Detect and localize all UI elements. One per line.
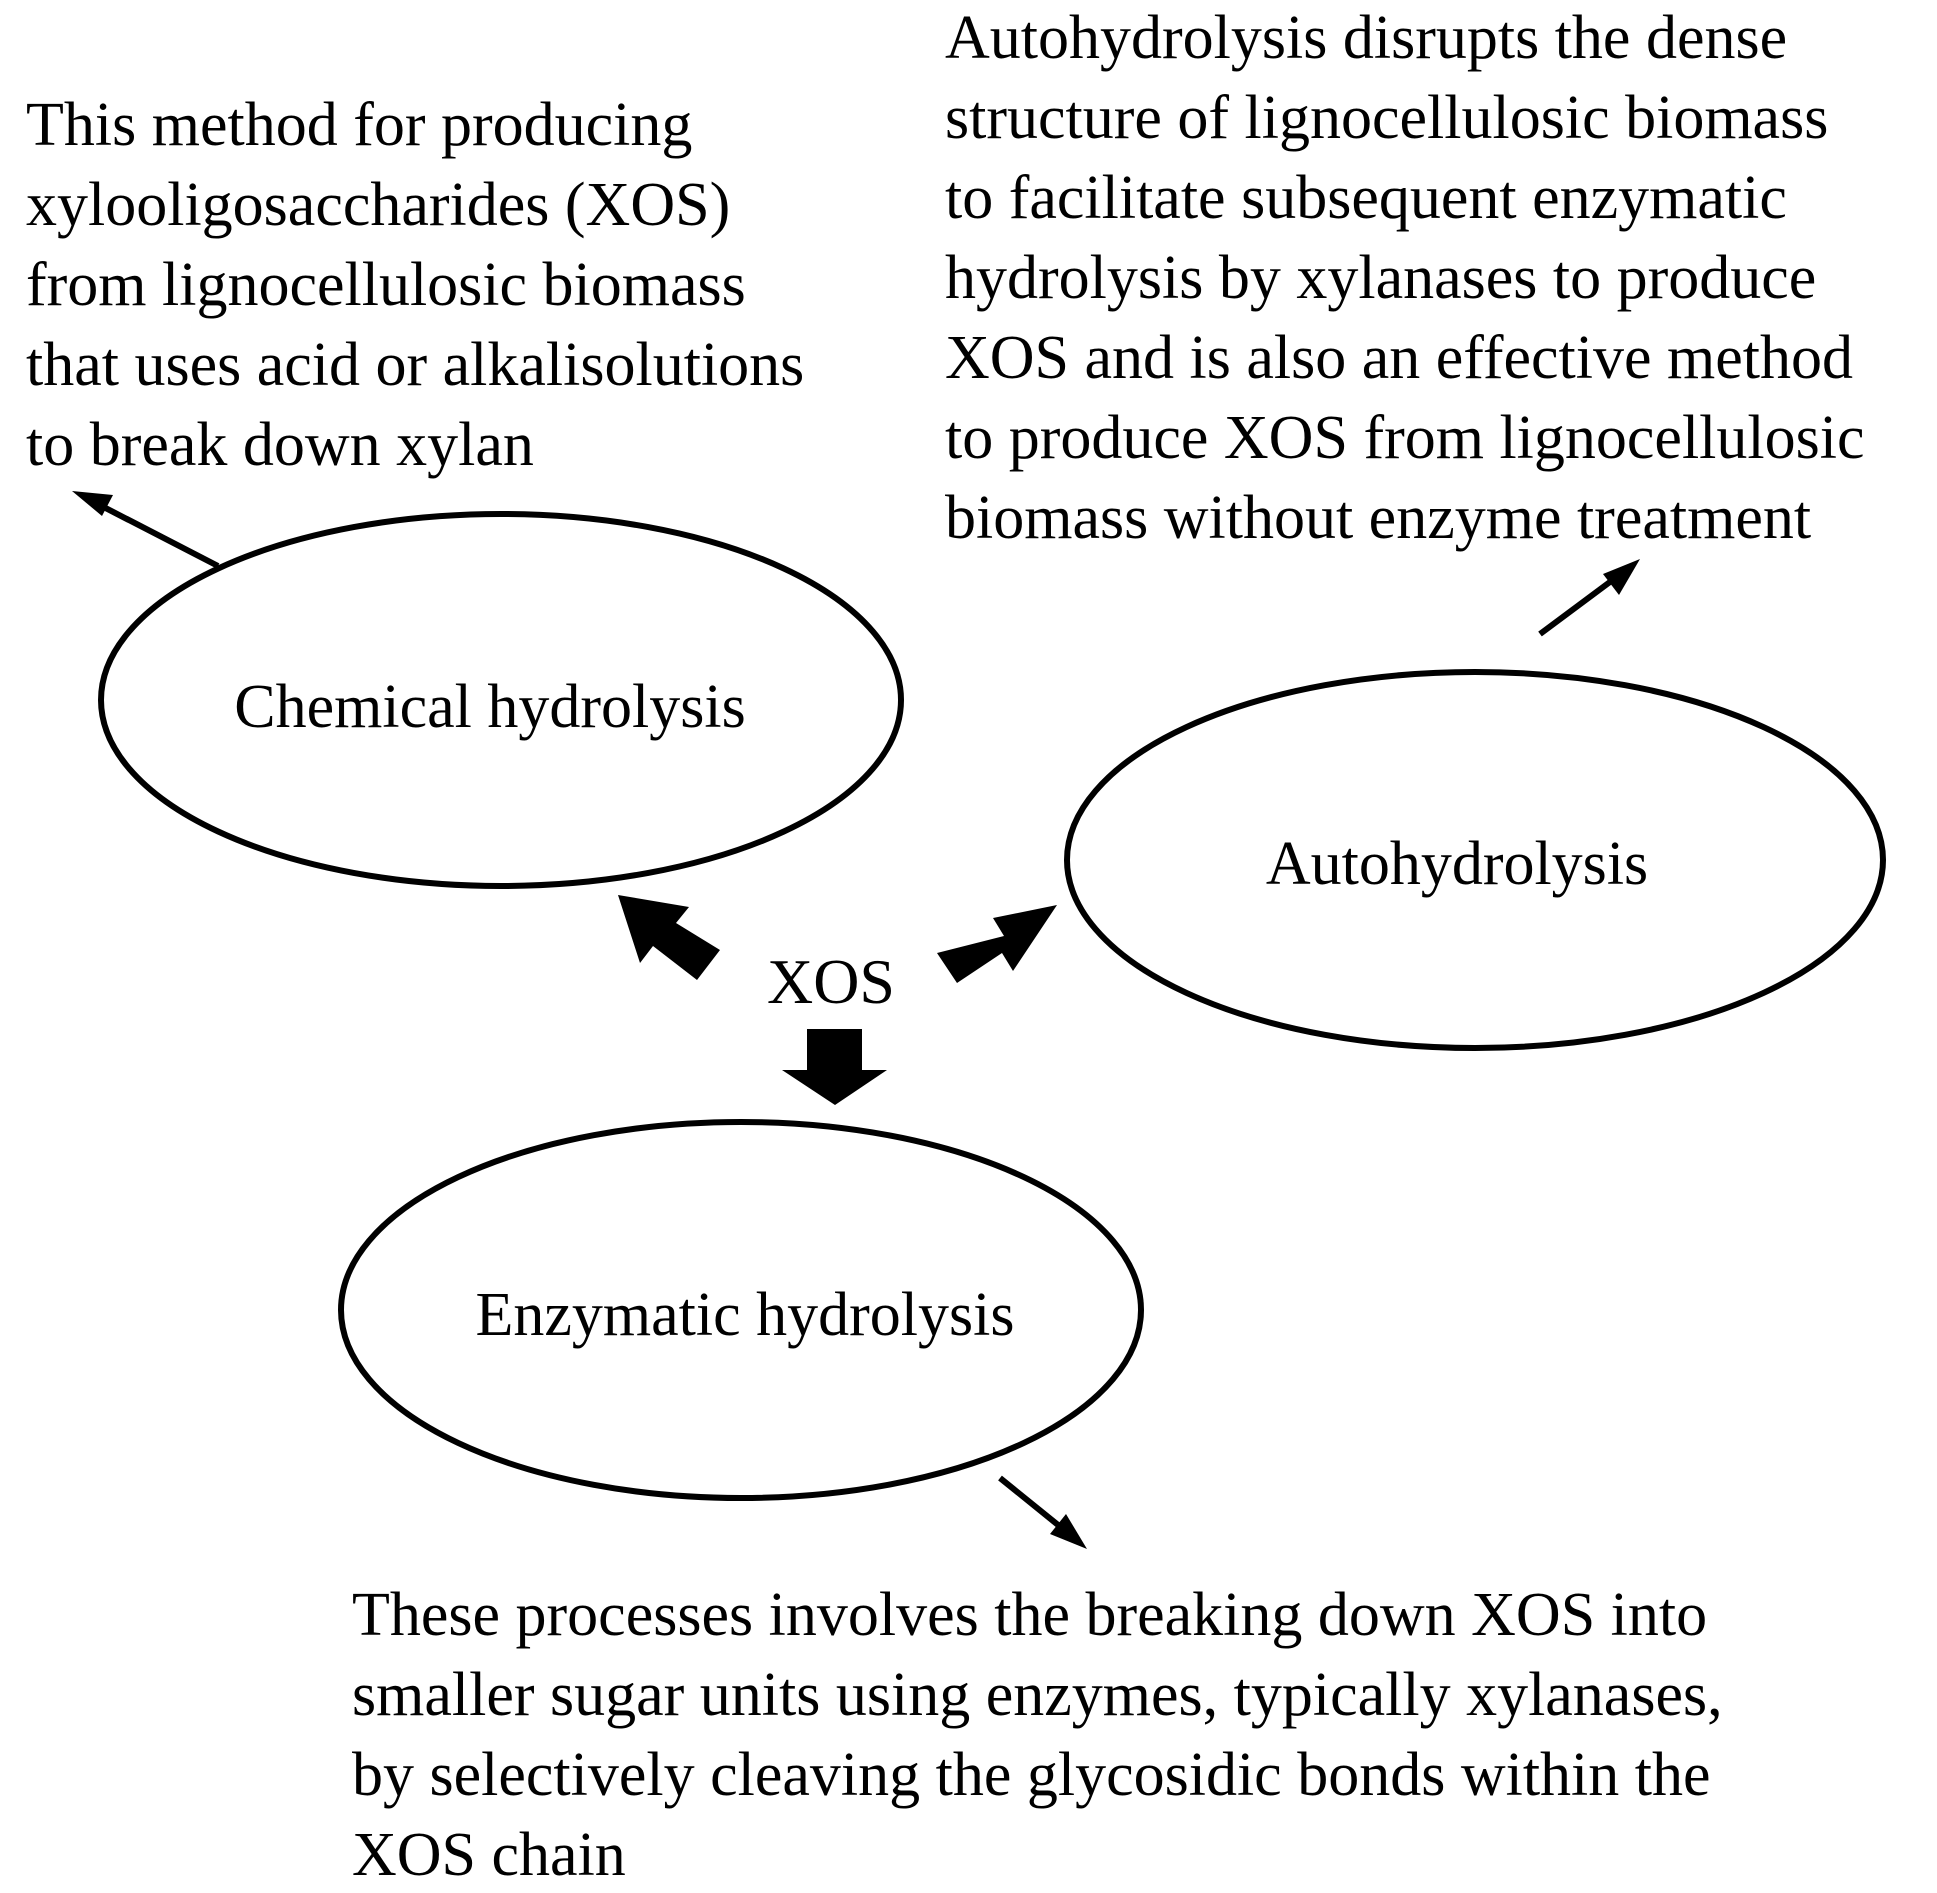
arrow-to-enzymatic-description-icon [1000,1478,1087,1549]
auto-desc-line-5: XOS and is also an effective method [945,324,1853,392]
chemical-desc-line-4: that uses acid or alkalisolutions [26,331,805,399]
arrow-to-chemical-icon [618,895,720,980]
auto-desc-line-1: Autohydrolysis disrupts the dense [945,4,1788,72]
auto-desc-line-3: to facilitate subsequent enzymatic [945,164,1787,232]
chemical-desc-line-5: to break down xylan [26,411,534,479]
enzymatic-hydrolysis-description [352,1581,1723,1889]
auto-desc-line-4: hydrolysis by xylanases to produce [945,244,1817,312]
enzymatic-desc-line-4: XOS chain [352,1821,626,1889]
autohydrolysis-label: Autohydrolysis [1265,830,1649,898]
arrow-to-chemical-description-icon [72,491,218,566]
autohydrolysis-description [945,4,1865,552]
chemical-desc-line-2: xylooligosaccharides (XOS) [26,171,731,239]
arrow-to-auto-description-icon [1540,559,1640,634]
auto-desc-line-7: biomass without enzyme treatment [945,484,1812,552]
arrow-to-enzymatic-icon [782,1029,887,1105]
chemical-hydrolysis-description [26,91,804,479]
chemical-desc-line-1: This method for producing [26,91,693,159]
enzymatic-desc-line-2: smaller sugar units using enzymes, typically xylanases, [352,1661,1723,1729]
arrow-to-autohydrolysis-icon [937,905,1057,983]
chemical-desc-line-3: from lignocellulosic biomass [26,251,746,319]
xos-center-label: XOS [766,946,896,1017]
auto-desc-line-2: structure of lignocellulosic biomass [945,84,1829,152]
enzymatic-hydrolysis-label: Enzymatic hydrolysis [475,1281,1015,1349]
enzymatic-desc-line-3: by selectively cleaving the glycosidic bonds within the [352,1741,1711,1809]
chemical-hydrolysis-label: Chemical hydrolysis [234,673,746,741]
auto-desc-line-6: to produce XOS from lignocellulosic [945,404,1865,472]
enzymatic-desc-line-1: These processes involves the breaking down XOS into [352,1581,1708,1649]
